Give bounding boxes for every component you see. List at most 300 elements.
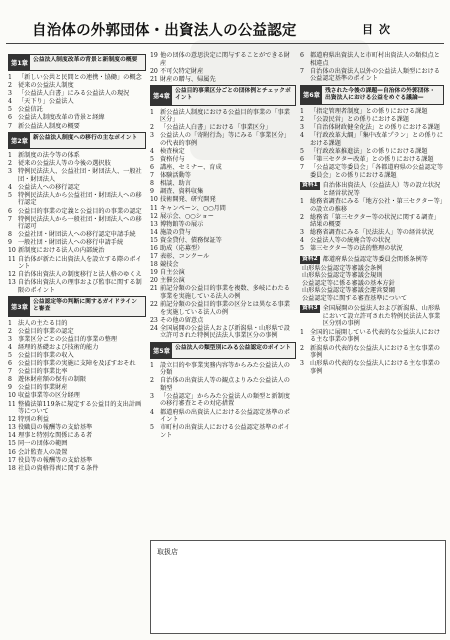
- item-number: 4: [150, 147, 154, 155]
- toc-item: [150, 196, 296, 204]
- reference-label: 資料3: [302, 305, 318, 312]
- item-text: 自治体の出資法人以外の公益法人類型における公益認定基準のポイント: [310, 67, 440, 83]
- chapter-label: 第1章: [9, 55, 30, 70]
- chapter-title: 新公益法人制度への移行の主なポイント: [32, 135, 138, 142]
- item-text: 総務省調査にみる「民法法人」等の経営状況: [310, 229, 434, 237]
- toc-item: [8, 184, 146, 192]
- item-number: 18: [8, 464, 16, 472]
- item-text: 「公益認定」からみた公益法人の類型と新制度の移行審査とその対応措置: [160, 392, 290, 408]
- item-number: 15: [150, 236, 158, 244]
- item-text: 自治体の出資法人等の観点よりみた公益法人の類型: [160, 377, 290, 392]
- item-text: 特別の利益: [18, 416, 49, 424]
- item-text: 全国的に展開している代表的な公益法人における主な事業の事例: [310, 328, 440, 344]
- item-number: 7: [8, 122, 12, 130]
- item-number: 3: [8, 335, 12, 343]
- item-number: 1: [150, 361, 154, 369]
- toc-label: 目次: [362, 23, 396, 36]
- header: [6, 6, 444, 40]
- item-number: 1: [300, 328, 304, 336]
- item-text: 同一の団体の範囲: [18, 440, 68, 448]
- toc-item: [8, 123, 146, 131]
- toc-item: [150, 205, 296, 213]
- toc-item: [150, 362, 296, 377]
- store-label: 取扱店: [157, 548, 178, 556]
- item-text: 第三セクター等の法的整理の状況: [310, 245, 403, 253]
- item-number: 6: [300, 155, 304, 163]
- item-text: 特例民法法人、公益社団・財団法人、一般社団・財団法人: [18, 168, 142, 183]
- reference-line: 公益認定等に関する審査基準について: [302, 294, 408, 302]
- item-text: 展示会、○○ショー: [160, 212, 214, 220]
- toc-item: [150, 377, 296, 392]
- reference-heading: [300, 182, 444, 197]
- item-text: 特例民法法人から一般社団・財団法人への移行認可: [18, 215, 142, 231]
- item-text: 「第三セクター改革」との係りにおける課題: [310, 155, 434, 163]
- item-number: 7: [8, 215, 12, 223]
- toc-item: [150, 261, 296, 269]
- item-text: 自治体が新たに出資法人を設立する際のポイント: [18, 255, 142, 270]
- toc-item: [8, 416, 146, 424]
- toc-item: [8, 440, 146, 448]
- item-number: 3: [8, 168, 12, 176]
- toc-item: [150, 237, 296, 245]
- toc-item: [150, 52, 296, 67]
- item-text: 資金貸付、債務保証等: [160, 236, 222, 244]
- item-number: 7: [150, 172, 154, 180]
- toc-item: [8, 208, 146, 216]
- item-number: 14: [8, 432, 16, 440]
- toc-item: [8, 376, 146, 384]
- item-text: 博物館等の展示: [160, 220, 204, 228]
- item-number: 17: [8, 456, 16, 464]
- item-number: 8: [8, 231, 12, 239]
- item-text: 従来の公益法人制度: [18, 82, 74, 90]
- reference-line: 山形県公益認定等審議会規則: [302, 272, 383, 280]
- item-text: 特例民法法人から公益社団・財団法人への移行認定: [18, 191, 142, 207]
- chapter-title: 公益法人の類型別にみる公益認定のポイント: [174, 344, 291, 351]
- toc-item: [8, 320, 146, 328]
- item-text: 公益目的事業財産: [18, 384, 68, 392]
- toc-item: [150, 188, 296, 196]
- toc-item: [150, 172, 296, 180]
- item-number: 10: [150, 196, 158, 204]
- column-3: [300, 52, 444, 376]
- chapter-heading: [8, 296, 146, 316]
- toc-item: [300, 214, 444, 229]
- item-number: 2: [8, 160, 12, 168]
- item-text: 「自治体財政健全化法」との係りにおける課題: [310, 124, 440, 132]
- item-text: 前記分類の公益目的事業を複数、多岐にわたる事業を実施している法人の例: [160, 285, 290, 300]
- reference-heading: [300, 305, 444, 328]
- toc-item: [150, 68, 296, 76]
- item-text: 助成（応募型）: [160, 245, 204, 252]
- item-number: 1: [300, 198, 304, 206]
- item-number: 5: [300, 245, 304, 253]
- item-text: 経理的基礎および技術的能力: [18, 343, 99, 351]
- toc-item: [150, 76, 296, 84]
- item-number: 3: [8, 90, 12, 98]
- toc-item: [8, 271, 146, 279]
- chapter-section: [150, 85, 296, 340]
- toc-item: [150, 245, 296, 253]
- item-number: 1: [8, 74, 12, 81]
- item-number: 3: [150, 132, 154, 140]
- item-text: 公益法人への移行認定: [18, 183, 80, 191]
- item-text: 「行政改革推進法」との係りにおける課題: [310, 147, 428, 155]
- item-text: 新公益法人制度における公益目的事業の「事業区分」: [160, 108, 290, 124]
- toc-item: [8, 160, 146, 168]
- item-text: 公益目的事業の定義と公益目的の事業の認定: [18, 207, 142, 215]
- column-1: [8, 52, 146, 473]
- item-text: 「行政改革大綱」「集中改革プラン」との係りにおける課題: [310, 132, 444, 147]
- item-text: 新公益法人制度の概要: [18, 122, 80, 130]
- toc-item: [8, 82, 146, 90]
- item-text: 公益信託: [18, 106, 43, 114]
- item-number: 6: [150, 164, 154, 172]
- chapter-label: 第2章: [9, 133, 30, 148]
- item-text: 役職員の報酬等の支給基準: [18, 424, 93, 432]
- toc-item: [8, 216, 146, 231]
- item-number: 4: [8, 343, 12, 351]
- chapter-title: 公益法人制度改革の背景と新制度の概要: [32, 57, 138, 63]
- item-text: 検査検定: [160, 147, 185, 155]
- item-text: 都道府県の出資法人における公益認定基準のポイント: [160, 408, 290, 424]
- reference-title: 都道府県公益認定等委員会関係条例等: [322, 255, 428, 263]
- toc-item: [150, 180, 296, 188]
- header-rule: [6, 43, 444, 44]
- chapter-heading: [8, 132, 146, 149]
- item-number: 9: [150, 188, 154, 196]
- toc-item: [8, 401, 146, 416]
- item-text: 資格付与: [160, 155, 185, 163]
- item-number: 10: [8, 392, 16, 400]
- item-text: 公益目的事業比率: [18, 368, 68, 376]
- toc-item: [300, 229, 444, 237]
- item-number: 16: [8, 448, 16, 456]
- item-number: 15: [8, 440, 16, 448]
- chapter-section: [8, 296, 146, 472]
- chapter-title: 公益認定等の判断に関するガイドラインと審査: [32, 299, 137, 313]
- item-text: 総務省調査にみる「地方公社・第三セクター等」の設立の推移: [310, 198, 443, 213]
- toc-item: [300, 245, 444, 253]
- toc-item: [150, 285, 296, 300]
- chapter-heading: [150, 342, 296, 359]
- toc-item: [150, 409, 296, 424]
- item-text: 「公設民営」との係りにおける課題: [310, 116, 409, 124]
- chapter-section: [150, 342, 296, 439]
- item-text: 講座、セミナー、育成: [160, 164, 222, 172]
- item-number: 17: [150, 253, 158, 261]
- toc-item: [8, 168, 146, 183]
- item-text: 主催公演: [160, 277, 185, 285]
- item-number: 1: [150, 108, 154, 116]
- toc-item: [150, 109, 296, 124]
- document-title: 自治体の外郭団体・出資法人の公益認定: [32, 23, 297, 39]
- item-number: 18: [150, 261, 158, 269]
- item-number: 2: [8, 327, 12, 335]
- toc-item: [8, 336, 146, 344]
- toc-item: [8, 256, 146, 271]
- toc-item: [8, 392, 146, 400]
- item-text: 不可欠特定財産: [160, 67, 204, 75]
- chapter-title: 公益目的事業区分ごとの団体例とチェックポイント: [174, 88, 291, 102]
- toc-item: [150, 424, 296, 439]
- toc-item: [300, 164, 444, 179]
- item-number: 11: [8, 255, 16, 263]
- item-number: 7: [8, 368, 12, 376]
- toc-item: [300, 68, 444, 83]
- toc-item: [150, 213, 296, 221]
- item-number: 11: [8, 400, 16, 408]
- item-number: 5: [150, 155, 154, 163]
- item-text: 公益目的事業の認定: [18, 327, 74, 335]
- item-number: 9: [8, 239, 12, 247]
- item-text: 公益目的事業の収入: [18, 351, 74, 359]
- item-text: 従来の公益法人等の今後の選択肢: [18, 160, 111, 168]
- item-number: 2: [8, 82, 12, 90]
- item-number: 13: [150, 220, 158, 228]
- item-number: 21: [150, 285, 158, 293]
- item-text: 整備法第119条に規定する公益目的支出計画等について: [18, 400, 142, 416]
- chapter-label: 第3章: [9, 297, 30, 315]
- item-text: 設立目的や事業実務内容等からみた公益法人の分類: [160, 361, 290, 377]
- item-text: 相談、助言: [160, 180, 191, 188]
- item-text: 表彰、コンクール: [160, 253, 210, 261]
- toc-item: [8, 279, 146, 294]
- item-number: 6: [8, 360, 12, 368]
- toc-item: [8, 449, 146, 457]
- toc-item: [300, 360, 444, 375]
- item-number: 8: [150, 180, 154, 188]
- toc-item: [150, 269, 296, 277]
- toc-item: [300, 52, 444, 67]
- toc-item: [150, 393, 296, 408]
- item-number: 4: [150, 408, 154, 416]
- toc-item: [8, 239, 146, 247]
- item-text: 新制度における法人の内部統治: [18, 247, 105, 255]
- chapter-section: [8, 54, 146, 130]
- item-text: 社員の資格得喪に関する条件: [18, 464, 99, 472]
- item-number: 13: [8, 279, 16, 287]
- item-text: その他の留意点: [160, 316, 204, 324]
- reference-title: 全国展開の公益法人および新潟県、山形県において設立許可された特例民法法人事業区分別の事例: [322, 305, 441, 328]
- toc-item: [150, 221, 296, 229]
- toc-item: [300, 124, 444, 132]
- reference-line: 公益認定等に係る審議の基本方針: [302, 279, 395, 287]
- toc-item: [8, 98, 146, 106]
- item-number: 6: [8, 207, 12, 215]
- item-text: 自主公演: [160, 269, 185, 277]
- chapter-section: [8, 132, 146, 294]
- toc-item: [150, 277, 296, 285]
- store-box: [150, 540, 446, 634]
- toc-item: [150, 164, 296, 172]
- item-number: 10: [8, 247, 16, 255]
- toc-item: [150, 325, 296, 340]
- item-number: 2: [300, 116, 304, 124]
- toc-item: [150, 229, 296, 237]
- item-number: 21: [150, 75, 158, 83]
- item-text: 「指定管理者制度」との係りにおける課題: [310, 108, 428, 115]
- item-number: 7: [300, 164, 304, 172]
- item-number: 5: [150, 424, 154, 432]
- toc-item: [150, 132, 296, 147]
- item-text: 競技会: [160, 261, 179, 269]
- item-text: 公益法人の「寄附行為」等にみる「事業区分」の代表的事例: [160, 132, 290, 147]
- item-text: 「新しい公共と民間との連携・協働」の概念: [18, 74, 142, 81]
- item-text: 理事と特別な関係にある者: [18, 432, 93, 440]
- item-number: 19: [150, 269, 158, 277]
- item-text: 公益目的事業の実施に支障を及ぼすおそれ: [18, 360, 136, 368]
- item-number: 13: [8, 424, 16, 432]
- item-text: 公益法人等の統廃合等の状況: [310, 237, 391, 245]
- item-number: 3: [300, 124, 304, 132]
- toc-item: [8, 368, 146, 376]
- toc-item: [8, 457, 146, 465]
- item-text: 新制度の法令等の体系: [18, 152, 80, 160]
- item-number: 1: [8, 152, 12, 160]
- item-text: 山形県の代表的な公益法人における主な事業の事例: [310, 360, 440, 375]
- reference-line: 山形県公益認定等審議会運営要綱: [302, 287, 395, 295]
- item-text: 施設の貸与: [160, 228, 191, 236]
- toc-item: [8, 152, 146, 160]
- reference-line: 山形県公益認定等審議会条例: [302, 264, 383, 272]
- reference-label: 資料1: [302, 182, 318, 189]
- chapter-title: 残された今後の課題—自治体の外郭団体・出資法人における公益をめぐる議論—: [324, 87, 436, 101]
- item-text: 財産の贈与、帰属先: [160, 75, 216, 83]
- column-2: [150, 52, 296, 440]
- toc-item: [300, 148, 444, 156]
- item-number: 4: [300, 237, 304, 245]
- item-number: 2: [150, 124, 154, 132]
- item-text: 収益事業等の区分経理: [18, 392, 80, 400]
- item-text: 公益社団・財団法人への移行認定申請手続: [18, 231, 136, 239]
- toc-item: [8, 231, 146, 239]
- item-number: 2: [150, 377, 154, 385]
- item-number: 19: [150, 52, 158, 59]
- chapter-label: 第4章: [151, 86, 172, 104]
- toc-item: [8, 328, 146, 336]
- item-number: 12: [8, 271, 16, 279]
- toc-item: [300, 108, 444, 116]
- reference-heading: [300, 256, 444, 264]
- item-number: 2: [300, 213, 304, 221]
- toc-item: [8, 424, 146, 432]
- toc-item: [8, 192, 146, 207]
- item-number: 14: [150, 228, 158, 236]
- chapter-heading: [8, 54, 146, 71]
- item-text: キャンペーン、○○月間: [160, 204, 226, 212]
- item-number: 4: [8, 183, 12, 191]
- item-number: 6: [8, 114, 12, 122]
- toc-item: [8, 344, 146, 352]
- item-text: 遊休財産額の保有の制限: [18, 376, 87, 384]
- item-text: 技術開発、研究開発: [160, 196, 216, 204]
- item-number: 23: [150, 316, 158, 324]
- toc-item: [8, 432, 146, 440]
- item-text: 自治体出資法人の理事および監事に関する制限のポイント: [18, 279, 142, 294]
- item-number: 5: [8, 351, 12, 359]
- toc-item: [8, 106, 146, 114]
- toc-item: [300, 237, 444, 245]
- item-text: 公益法人制度改革の背景と経緯: [18, 114, 105, 122]
- item-text: 全国展開の公益法人および新潟県・山形県で設立許可された特例民法法人事業区分の事例: [160, 324, 290, 340]
- toc-item: [8, 114, 146, 122]
- item-text: 「公益法人白書」にみる公益法人の現況: [18, 90, 130, 98]
- toc-item: [8, 247, 146, 255]
- toc-item: [300, 132, 444, 147]
- item-number: 9: [8, 384, 12, 392]
- item-number: 2: [300, 344, 304, 352]
- item-number: 4: [8, 98, 12, 106]
- item-number: 1: [8, 319, 12, 327]
- toc-item: [150, 156, 296, 164]
- toc-item: [150, 124, 296, 132]
- item-number: 12: [8, 416, 16, 424]
- toc-item: [300, 198, 444, 213]
- item-text: 都道府県出資法人と市町村出資法人の類似点と相違点: [310, 52, 440, 67]
- item-text: 事業区分ごとの公益目的事業の整理: [18, 335, 117, 343]
- reference-title: 自治体出資法人（公益法人）等の設立状況と経営状況等: [322, 182, 441, 197]
- item-text: 新潟県の代表的な公益法人における主な事業の事例: [310, 344, 440, 360]
- item-number: 7: [300, 67, 304, 75]
- item-number: 4: [300, 132, 304, 140]
- chapter-label: 第6章: [301, 86, 322, 104]
- item-number: 3: [150, 392, 154, 400]
- toc-item: [8, 74, 146, 82]
- item-number: 5: [8, 191, 12, 199]
- item-text: 「公益法人白書」における「事業区分」: [160, 124, 272, 132]
- toc-item: [150, 253, 296, 261]
- chapter-heading: [150, 85, 296, 105]
- toc-item: [8, 465, 146, 473]
- item-number: 22: [150, 301, 158, 309]
- item-text: 役員等の報酬等の支給基準: [18, 456, 93, 464]
- item-number: 20: [150, 277, 158, 285]
- item-number: 1: [300, 108, 304, 115]
- item-text: 総務省「第三セクター等の状況に関する調査」結果の概要: [310, 213, 440, 229]
- item-number: 16: [150, 245, 158, 252]
- item-text: 一般社団・財団法人への移行申請手続: [18, 239, 124, 247]
- chapter-section: [300, 85, 444, 179]
- item-number: 24: [150, 324, 158, 332]
- toc-item: [8, 384, 146, 392]
- item-number: 3: [300, 229, 304, 237]
- item-number: 3: [300, 360, 304, 368]
- item-text: 会計監査人の設置: [18, 448, 68, 456]
- toc-item: [300, 345, 444, 360]
- chapter-heading: [300, 85, 444, 105]
- toc-item: [150, 301, 296, 316]
- item-number: 8: [8, 376, 12, 384]
- item-number: 11: [150, 204, 158, 212]
- item-text: 法人の主たる目的: [18, 319, 68, 327]
- item-text: 「公益認定等委員会」「各都道府県の公益認定等委員会」との係りにおける課題: [310, 164, 444, 179]
- toc-item: [300, 116, 444, 124]
- toc-item: [150, 317, 296, 325]
- item-number: 5: [300, 147, 304, 155]
- toc-item: [300, 156, 444, 164]
- reference-label: 資料2: [302, 255, 318, 262]
- item-number: 12: [150, 212, 158, 220]
- item-text: 前記分類の公益目的事業の区分とは異なる事業を実施している法人の例: [160, 301, 290, 316]
- toc-item: [150, 148, 296, 156]
- item-number: 20: [150, 67, 158, 75]
- toc-item: [300, 329, 444, 344]
- item-text: 調査、資料収集: [160, 188, 204, 196]
- item-text: 自治体出資法人の制度移行と法人格のゆくえ: [18, 271, 142, 279]
- item-text: 他の団体の意思決定に関与することができる財産: [160, 52, 290, 67]
- item-text: 「天下り」公益法人: [18, 98, 74, 106]
